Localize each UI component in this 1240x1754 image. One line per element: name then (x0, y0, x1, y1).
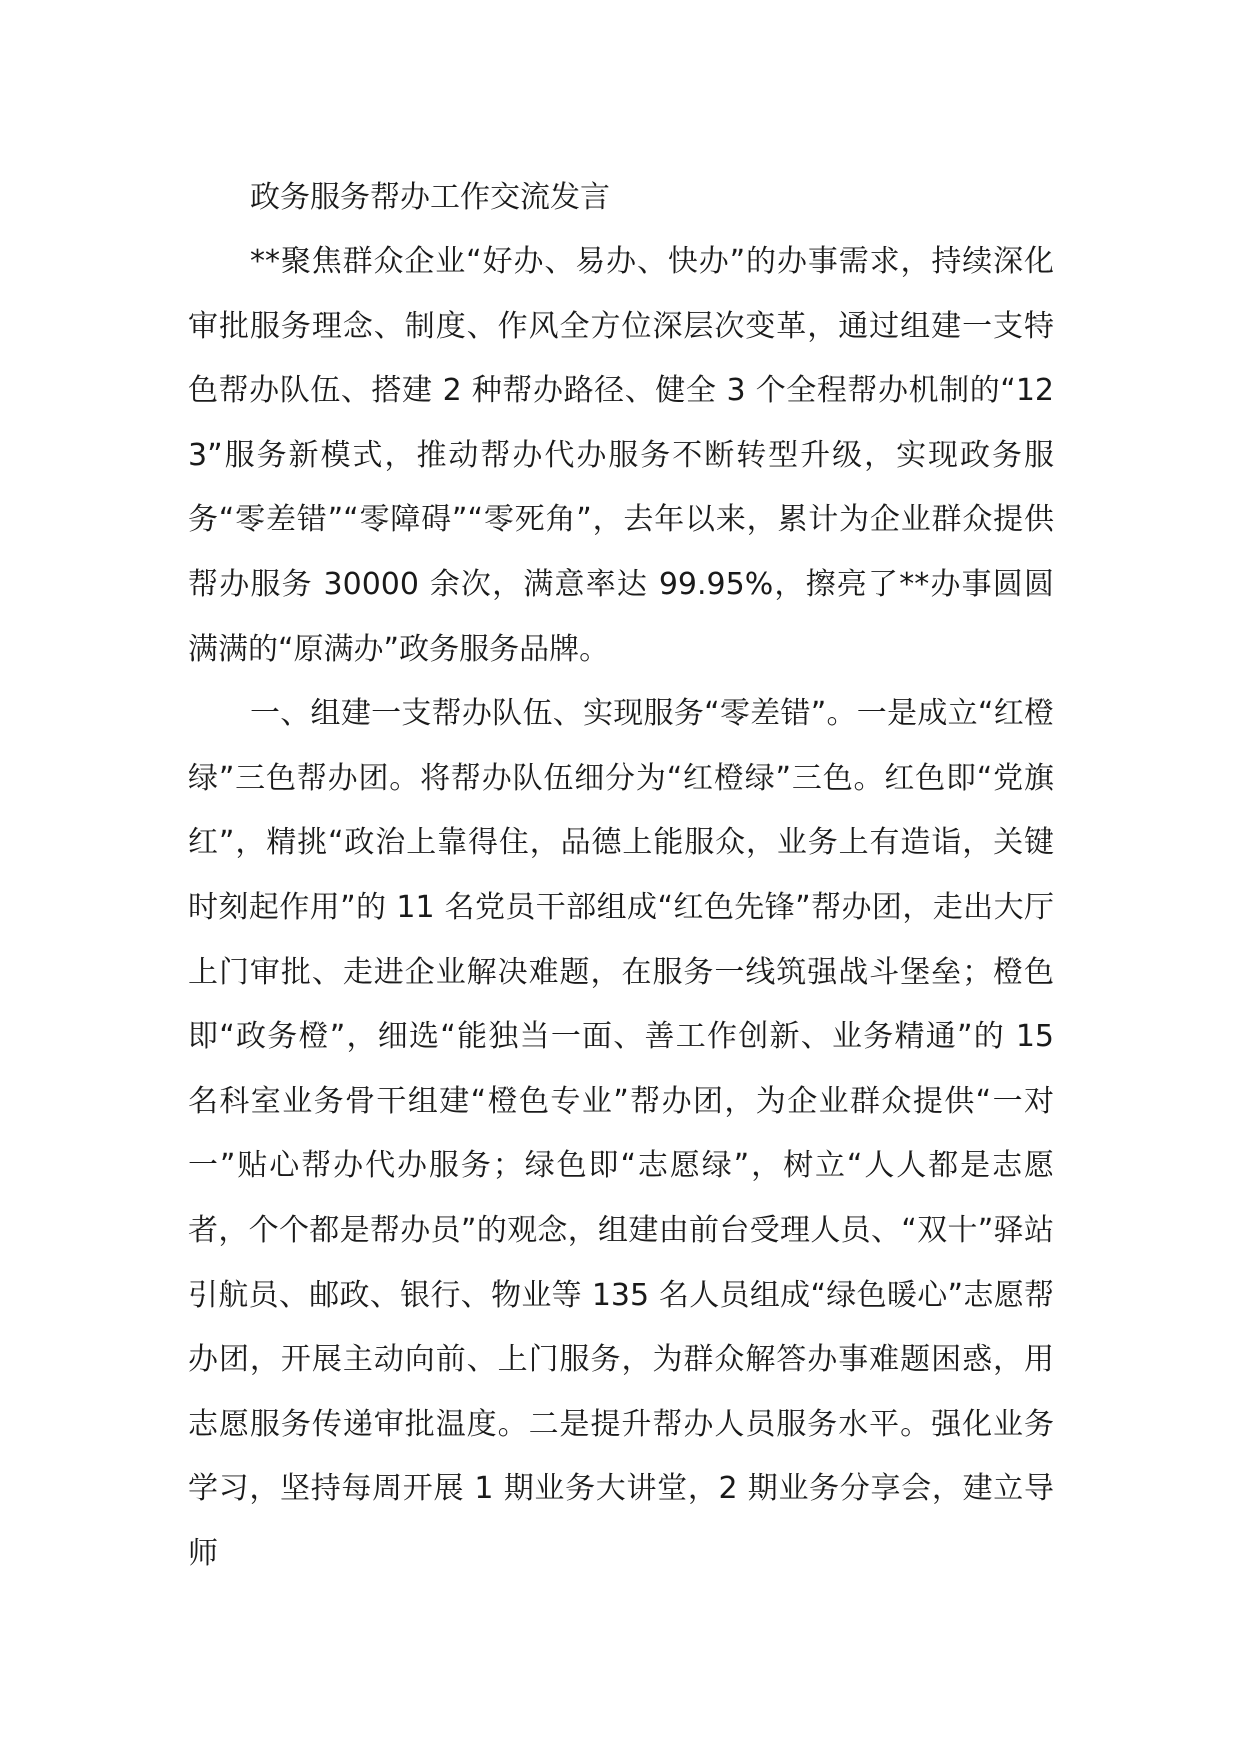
document-body (188, 166, 1054, 1586)
paragraph-intro: **聚焦群众企业“好办、易办、快办”的办事需求，持续深化审批服务理念、制度、作风全方位深层次变革，通过组建一支特色帮办队伍、搭建 2 种帮办路径、健全 3 个全程帮办机制的“123”服务新模式，推动帮办代办服务不断转型升级，实现政务服务“零差错”“零障碍”“零死角”，去年以来，累计为企业群众提供帮办服务 30000 余次，满意率达 99.95%，擦亮了**办事圆圆满满的“原满办”政务服务品牌。 (188, 244, 1054, 667)
document-title: 政务服务帮办工作交流发言 (250, 180, 610, 215)
paragraph-section-one: 一、组建一支帮办队伍、实现服务“零差错”。一是成立“红橙绿”三色帮办团。将帮办队伍细分为“红橙绿”三色。红色即“党旗红”，精挑“政治上靠得住，品德上能服众，业务上有造诣，关键时刻起作用”的 11 名党员干部组成“红色先锋”帮办团，走出大厅上门审批、走进企业解决难题，在服务一线筑强战斗堡垒；橙色即“政务橙”，细选“能独当一面、善工作创新、业务精通”的 15 名科室业务骨干组建“橙色专业”帮办团，为企业群众提供“一对一”贴心帮办代办服务；绿色即“志愿绿”，树立“人人都是志愿者，个个都是帮办员”的观念，组建由前台受理人员、“双十”驿站引航员、邮政、银行、物业等 135 名人员组成“绿色暖心”志愿帮办团，开展主动向前、上门服务，为群众解答办事难题困惑，用志愿服务传递审批温度。二是提升帮办人员服务水平。强化业务学习，坚持每周开展 1 期业务大讲堂，2 期业务分享会，建立导师 (188, 696, 1054, 1571)
